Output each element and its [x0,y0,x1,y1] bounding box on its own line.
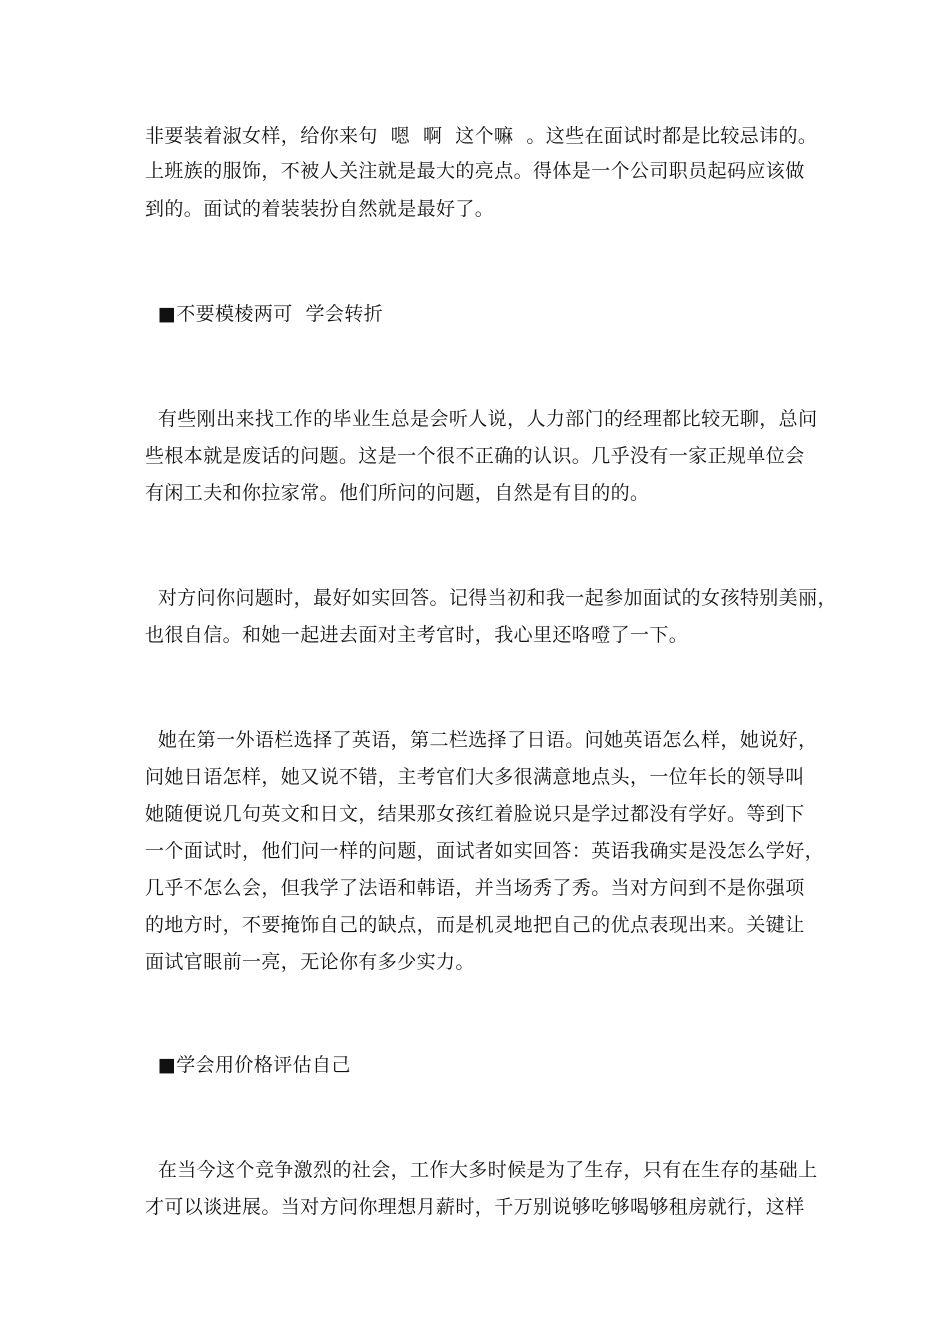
section-heading: ■不要模棱两可 学会转折 [145,303,384,325]
paragraph-line: 在当今这个竞争激烈的社会，工作大多时候是为了生存，只有在生存的基础上 [145,1159,818,1181]
paragraph-line: 到的。面试的着装装扮自然就是最好了。 [145,198,495,220]
paragraph-line: 问她日语怎样，她又说不错，主考官们大多很满意地点头，一位年长的领导叫 [145,766,805,788]
paragraph-line: 有些刚出来找工作的毕业生总是会听人说，人力部门的经理都比较无聊，总问 [145,408,818,430]
paragraph-line: 也很自信。和她一起进去面对主考官时，我心里还咯噔了一下。 [145,624,689,646]
paragraph-line: 有闲工夫和你拉家常。他们所问的问题，自然是有目的的。 [145,482,650,504]
paragraph-line: 些根本就是废话的问题。这是一个很不正确的认识。几乎没有一家正规单位会 [145,445,805,467]
paragraph-line: 上班族的服饰，不被人关注就是最大的亮点。得体是一个公司职员起码应该做 [145,160,805,182]
paragraph-line: 她随便说几句英文和日文，结果那女孩红着脸说只是学过都没有学好。等到下 [145,803,805,825]
section-heading: ■学会用价格评估自己 [145,1054,351,1076]
paragraph-line: 的地方时，不要掩饰自己的缺点，而是机灵地把自己的优点表现出来。关键让 [145,914,805,936]
paragraph-line: 她在第一外语栏选择了英语，第二栏选择了日语。问她英语怎么样，她说好， [145,729,818,751]
paragraph-line: 面试官眼前一亮，无论你有多少实力。 [145,951,475,973]
paragraph-line: 几乎不怎么会，但我学了法语和韩语，并当场秀了秀。当对方问到不是你强项 [145,877,805,899]
paragraph-line: 才可以谈进展。当对方问你理想月薪时，千万别说够吃够喝够租房就行，这样 [145,1196,805,1218]
paragraph-line: 对方问你问题时，最好如实回答。记得当初和我一起参加面试的女孩特别美丽， [145,587,837,609]
paragraph-line: 一个面试时，他们问一样的问题，面试者如实回答：英语我确实是没怎么学好， [145,840,825,862]
paragraph-line: 非要装着淑女样，给你来句 嗯 啊 这个嘛 。这些在面试时都是比较忌讳的。 [145,125,818,147]
